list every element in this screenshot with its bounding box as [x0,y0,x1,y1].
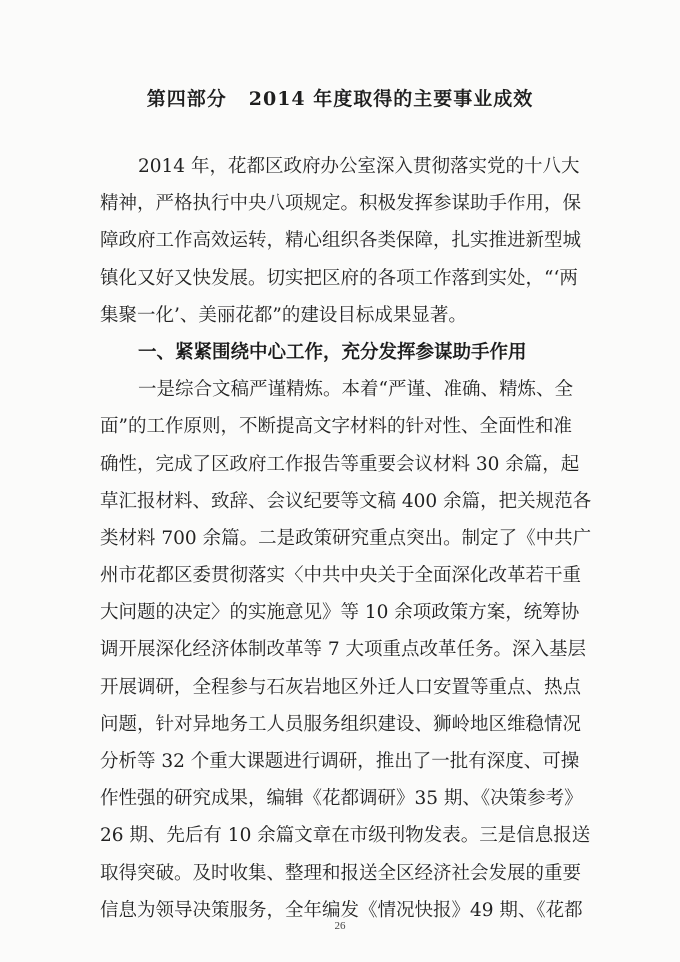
body-text [100,148,600,929]
text-line: 2014 年，花都区政府办公室深入贯彻落实党的十八大 [138,156,580,177]
text-line: 一是综合文稿严谨精炼。本着“严谨、准确、精炼、全 [138,379,573,401]
text-line: 作性强的研究成果，编辑《花都调研》35 期、《决策参考》 [100,788,583,810]
text-line: 分析等 32 个重大课题进行调研，推出了一批有深度、可操 [100,751,580,772]
text-line: 取得突破。及时收集、整理和报送全区经济社会发展的重要 [100,862,582,884]
page-title [0,84,680,111]
text-line: 信息为领导决策服务，全年编发《情况快报》49 期、《花都 [100,899,583,921]
title-part: 第四部分 [146,88,227,110]
title-main: 2014 年度取得的主要事业成效 [248,88,534,110]
text-line: 确性，完成了区政府工作报告等重要会议材料 30 余篇，起 [100,453,580,475]
text-line: 草汇报材料、致辞、会议纪要等文稿 400 余篇，把关规范各 [100,490,592,512]
text-line: 开展调研，全程参与石灰岩地区外迁人口安置等重点、热点 [100,676,582,698]
text-line: 精神，严格执行中央八项规定。积极发挥参谋助手作用，保 [100,193,582,215]
text-line: 障政府工作高效运转，精心组织各类保障，扎实推进新型城 [100,230,582,252]
text-line: 类材料 700 余篇。二是政策研究重点突出。制定了《中共广 [100,527,592,549]
section-heading: 一、紧紧围绕中心工作，充分发挥参谋助手作用 [138,341,527,363]
text-line: 州市花都区委贯彻落实〈中共中央关于全面深化改革若干重 [100,565,582,587]
text-line: 大问题的决定〉的实施意见》等 10 余项政策方案，统筹协 [100,602,580,624]
text-line: 集聚一化’、美丽花都”的建设目标成果显著。 [100,304,467,326]
text-line: 调开展深化经济体制改革等 7 大项重点改革任务。深入基层 [100,639,587,661]
text-line: 面”的工作原则，不断提高文字材料的针对性、全面性和准 [100,416,572,438]
text-line: 26 期、先后有 10 余篇文章在市级刊物发表。三是信息报送 [100,825,591,847]
page-number: 26 [334,920,346,932]
text-line: 镇化又好又快发展。切实把区府的各项工作落到实处，“‘两 [100,267,578,289]
text-line: 问题，针对异地务工人员服务组织建设、狮岭地区维稳情况 [100,713,582,735]
